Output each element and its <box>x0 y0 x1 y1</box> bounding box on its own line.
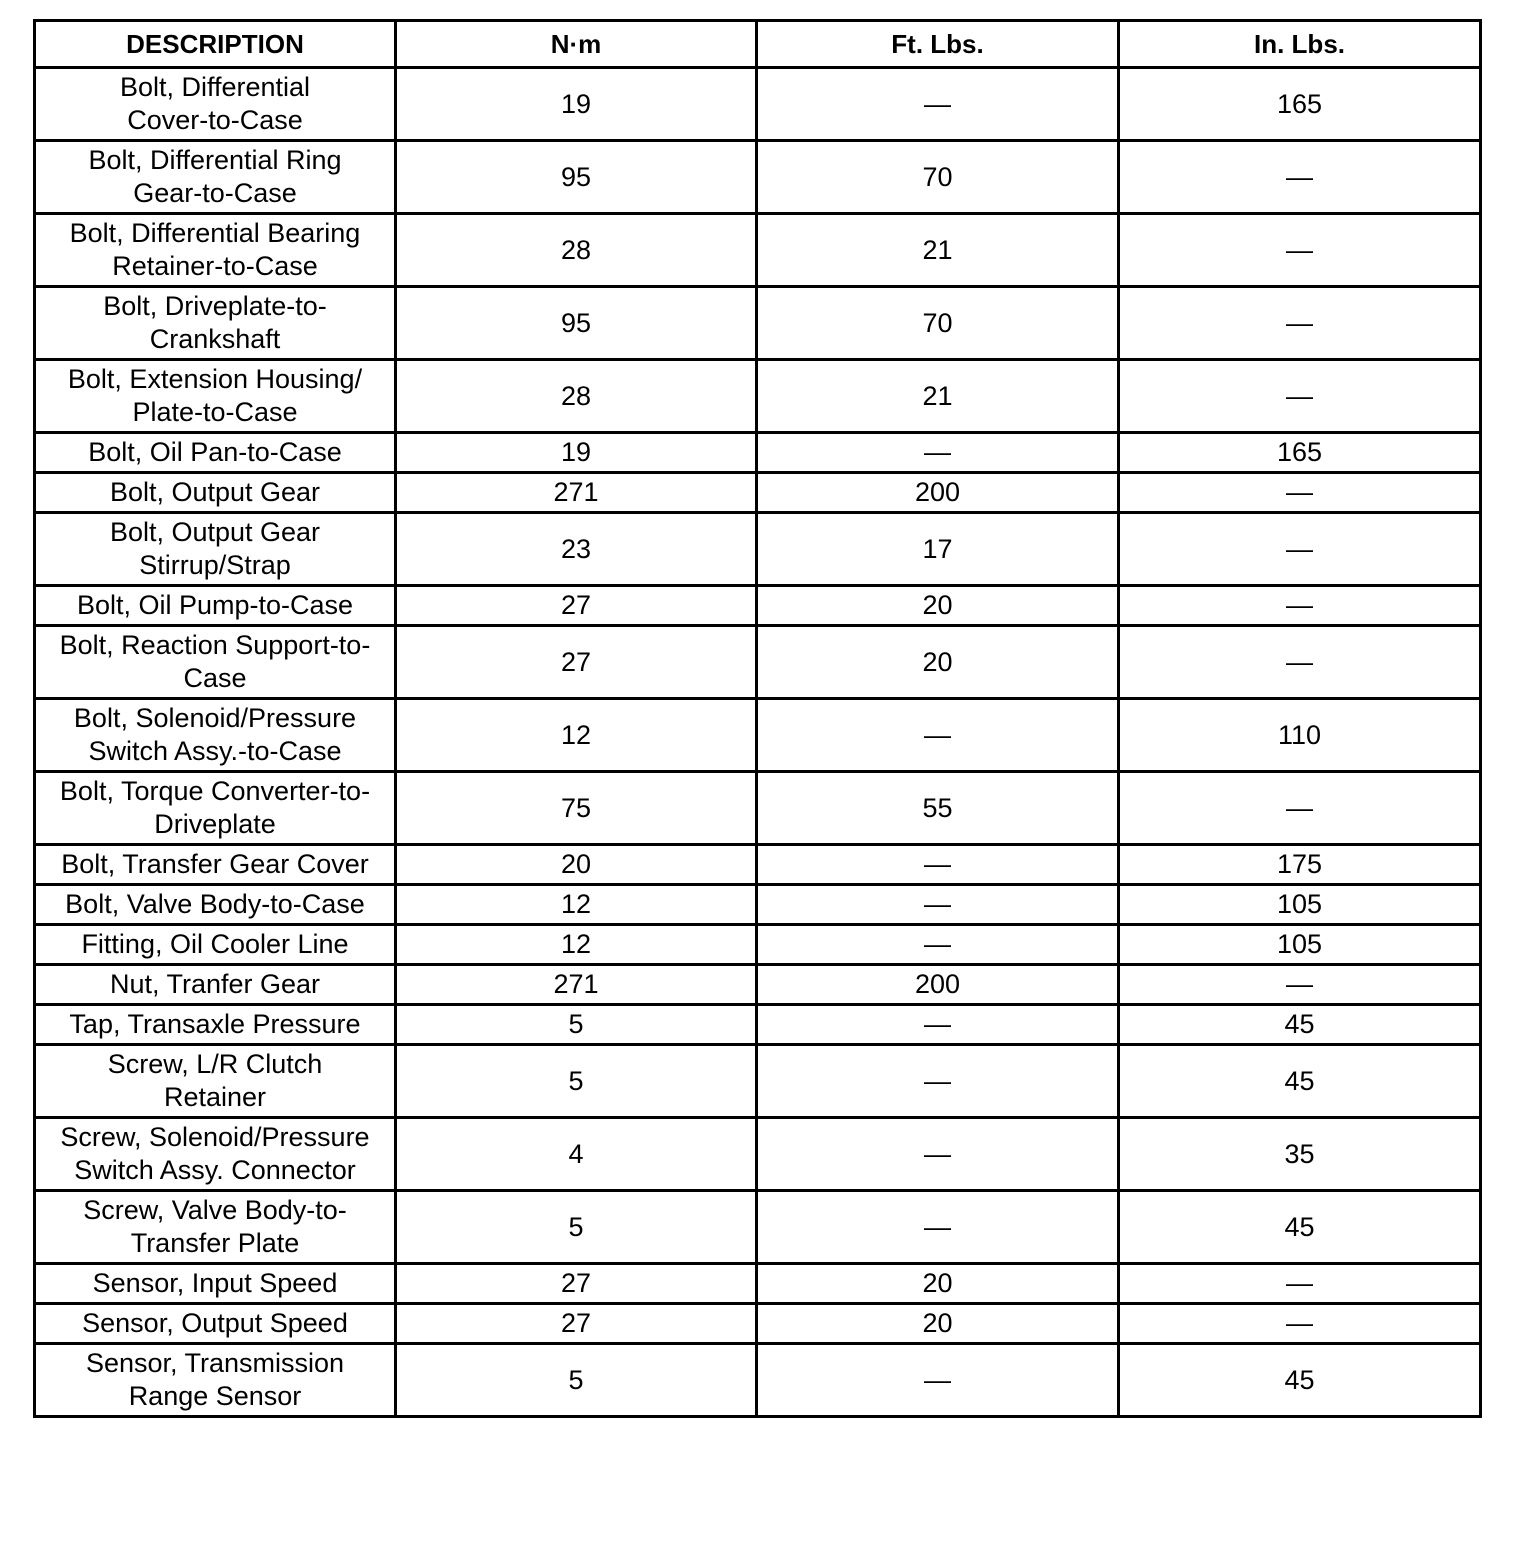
cell-description <box>35 626 396 699</box>
cell-ft-lbs: — <box>757 1005 1119 1045</box>
description-line-1: Bolt, Oil Pump-to-Case <box>76 590 354 620</box>
description-line-1: Bolt, Solenoid/Pressure <box>73 703 357 733</box>
cell-nm: 27 <box>396 626 757 699</box>
table-row <box>35 1005 1481 1045</box>
description-line-2: Switch Assy.-to-Case <box>88 736 342 766</box>
cell-description <box>35 965 396 1005</box>
cell-ft-lbs: 70 <box>757 141 1119 214</box>
cell-in-lbs: — <box>1119 473 1481 513</box>
table-row <box>35 1344 1481 1417</box>
cell-nm: 19 <box>396 68 757 141</box>
cell-in-lbs: — <box>1119 513 1481 586</box>
cell-ft-lbs: 70 <box>757 287 1119 360</box>
cell-description <box>35 1304 396 1344</box>
cell-in-lbs: — <box>1119 586 1481 626</box>
cell-nm: 27 <box>396 1304 757 1344</box>
cell-ft-lbs: — <box>757 1045 1119 1118</box>
cell-nm: 5 <box>396 1344 757 1417</box>
cell-description <box>35 586 396 626</box>
cell-in-lbs: 165 <box>1119 68 1481 141</box>
cell-in-lbs: 105 <box>1119 885 1481 925</box>
cell-ft-lbs: — <box>757 845 1119 885</box>
description-line-2: Retainer-to-Case <box>112 251 318 281</box>
description-line-1: Bolt, Transfer Gear Cover <box>61 849 369 879</box>
description-line-1: Sensor, Input Speed <box>92 1268 338 1298</box>
table-row <box>35 214 1481 287</box>
cell-ft-lbs: — <box>757 1344 1119 1417</box>
cell-nm: 5 <box>396 1005 757 1045</box>
cell-description <box>35 287 396 360</box>
description-line-1: Bolt, Differential Ring <box>88 145 342 175</box>
description-line-1: Sensor, Transmission <box>85 1348 345 1378</box>
description-line-1: Bolt, Valve Body-to-Case <box>65 889 365 919</box>
cell-ft-lbs: — <box>757 699 1119 772</box>
cell-in-lbs: 45 <box>1119 1005 1481 1045</box>
cell-in-lbs: — <box>1119 287 1481 360</box>
description-line-1: Bolt, Differential <box>119 72 311 102</box>
description-line-2: Cover-to-Case <box>127 105 303 135</box>
description-line-1: Bolt, Output Gear <box>109 477 321 507</box>
description-line-1: Screw, Solenoid/Pressure <box>60 1122 370 1152</box>
cell-nm: 5 <box>396 1191 757 1264</box>
cell-description <box>35 772 396 845</box>
description-line-2: Gear-to-Case <box>133 178 297 208</box>
cell-description <box>35 925 396 965</box>
cell-ft-lbs: — <box>757 433 1119 473</box>
cell-description <box>35 473 396 513</box>
cell-ft-lbs: — <box>757 1191 1119 1264</box>
cell-in-lbs: — <box>1119 141 1481 214</box>
cell-nm: 23 <box>396 513 757 586</box>
table-row <box>35 925 1481 965</box>
cell-description <box>35 1191 396 1264</box>
description-line-1: Bolt, Extension Housing/ <box>67 364 363 394</box>
cell-ft-lbs: — <box>757 1118 1119 1191</box>
table-body <box>35 68 1481 1417</box>
cell-nm: 20 <box>396 845 757 885</box>
cell-description <box>35 699 396 772</box>
cell-description <box>35 1045 396 1118</box>
cell-nm: 12 <box>396 699 757 772</box>
cell-in-lbs: 45 <box>1119 1344 1481 1417</box>
description-line-2: Driveplate <box>154 809 276 839</box>
description-line-1: Fitting, Oil Cooler Line <box>81 929 349 959</box>
description-line-1: Nut, Tranfer Gear <box>109 969 321 999</box>
table-row <box>35 885 1481 925</box>
cell-ft-lbs: 20 <box>757 586 1119 626</box>
header-nm: N·m <box>396 21 757 68</box>
cell-nm: 95 <box>396 287 757 360</box>
cell-description <box>35 885 396 925</box>
cell-nm: 5 <box>396 1045 757 1118</box>
cell-nm: 27 <box>396 1264 757 1304</box>
cell-description <box>35 141 396 214</box>
header-in-lbs: In. Lbs. <box>1119 21 1481 68</box>
cell-nm: 271 <box>396 473 757 513</box>
description-line-2: Retainer <box>163 1082 267 1112</box>
cell-ft-lbs: — <box>757 885 1119 925</box>
cell-description <box>35 214 396 287</box>
description-line-2: Stirrup/Strap <box>139 550 291 580</box>
cell-in-lbs: — <box>1119 214 1481 287</box>
description-line-1: Bolt, Oil Pan-to-Case <box>88 437 342 467</box>
description-line-1: Bolt, Torque Converter-to- <box>59 776 371 806</box>
table-row <box>35 626 1481 699</box>
description-line-1: Bolt, Driveplate-to- <box>103 291 327 321</box>
cell-description <box>35 433 396 473</box>
cell-nm: 4 <box>396 1118 757 1191</box>
cell-ft-lbs: 200 <box>757 473 1119 513</box>
cell-in-lbs: 45 <box>1119 1191 1481 1264</box>
header-ft-lbs: Ft. Lbs. <box>757 21 1119 68</box>
torque-specifications-table <box>33 19 1482 1418</box>
cell-description <box>35 1005 396 1045</box>
table-row <box>35 68 1481 141</box>
description-line-1: Screw, L/R Clutch <box>107 1049 323 1079</box>
description-line-2: Crankshaft <box>149 324 281 354</box>
table-row <box>35 1118 1481 1191</box>
cell-in-lbs: 110 <box>1119 699 1481 772</box>
table-row <box>35 1191 1481 1264</box>
table-row <box>35 845 1481 885</box>
cell-in-lbs: 35 <box>1119 1118 1481 1191</box>
description-line-2: Case <box>183 663 247 693</box>
description-line-2: Switch Assy. Connector <box>74 1155 356 1185</box>
table-row <box>35 965 1481 1005</box>
cell-in-lbs: — <box>1119 360 1481 433</box>
cell-in-lbs: — <box>1119 1264 1481 1304</box>
table-row <box>35 1045 1481 1118</box>
description-line-1: Bolt, Reaction Support-to- <box>59 630 371 660</box>
cell-ft-lbs: 200 <box>757 965 1119 1005</box>
cell-description <box>35 1264 396 1304</box>
cell-in-lbs: — <box>1119 626 1481 699</box>
cell-description <box>35 1344 396 1417</box>
table-row <box>35 699 1481 772</box>
description-line-2: Plate-to-Case <box>132 397 298 427</box>
cell-nm: 95 <box>396 141 757 214</box>
table-header-row <box>35 21 1481 68</box>
cell-in-lbs: 105 <box>1119 925 1481 965</box>
cell-in-lbs: 45 <box>1119 1045 1481 1118</box>
cell-nm: 271 <box>396 965 757 1005</box>
cell-description <box>35 68 396 141</box>
cell-nm: 12 <box>396 885 757 925</box>
cell-nm: 28 <box>396 214 757 287</box>
table-row <box>35 1304 1481 1344</box>
description-line-1: Bolt, Differential Bearing <box>69 218 361 248</box>
table-row <box>35 586 1481 626</box>
cell-in-lbs: 165 <box>1119 433 1481 473</box>
cell-ft-lbs: 20 <box>757 1264 1119 1304</box>
table-row <box>35 287 1481 360</box>
cell-in-lbs: — <box>1119 965 1481 1005</box>
cell-ft-lbs: 21 <box>757 360 1119 433</box>
description-line-2: Transfer Plate <box>130 1228 300 1258</box>
description-line-1: Tap, Transaxle Pressure <box>69 1009 361 1039</box>
description-line-1: Screw, Valve Body-to- <box>83 1195 347 1225</box>
cell-ft-lbs: 20 <box>757 1304 1119 1344</box>
cell-ft-lbs: 17 <box>757 513 1119 586</box>
cell-nm: 12 <box>396 925 757 965</box>
table-row <box>35 433 1481 473</box>
table-row <box>35 772 1481 845</box>
cell-ft-lbs: 20 <box>757 626 1119 699</box>
cell-in-lbs: 175 <box>1119 845 1481 885</box>
description-line-1: Bolt, Output Gear <box>109 517 321 547</box>
table-row <box>35 473 1481 513</box>
cell-description <box>35 360 396 433</box>
cell-ft-lbs: 55 <box>757 772 1119 845</box>
cell-description <box>35 1118 396 1191</box>
cell-in-lbs: — <box>1119 1304 1481 1344</box>
cell-ft-lbs: 21 <box>757 214 1119 287</box>
cell-description <box>35 845 396 885</box>
table-row <box>35 360 1481 433</box>
description-line-2: Range Sensor <box>128 1381 302 1411</box>
cell-nm: 19 <box>396 433 757 473</box>
cell-ft-lbs: — <box>757 925 1119 965</box>
cell-nm: 27 <box>396 586 757 626</box>
cell-nm: 75 <box>396 772 757 845</box>
table-row <box>35 141 1481 214</box>
table-row <box>35 513 1481 586</box>
description-line-1: Sensor, Output Speed <box>82 1308 348 1338</box>
cell-description <box>35 513 396 586</box>
cell-nm: 28 <box>396 360 757 433</box>
header-description: DESCRIPTION <box>35 21 396 68</box>
table-row <box>35 1264 1481 1304</box>
cell-ft-lbs: — <box>757 68 1119 141</box>
cell-in-lbs: — <box>1119 772 1481 845</box>
